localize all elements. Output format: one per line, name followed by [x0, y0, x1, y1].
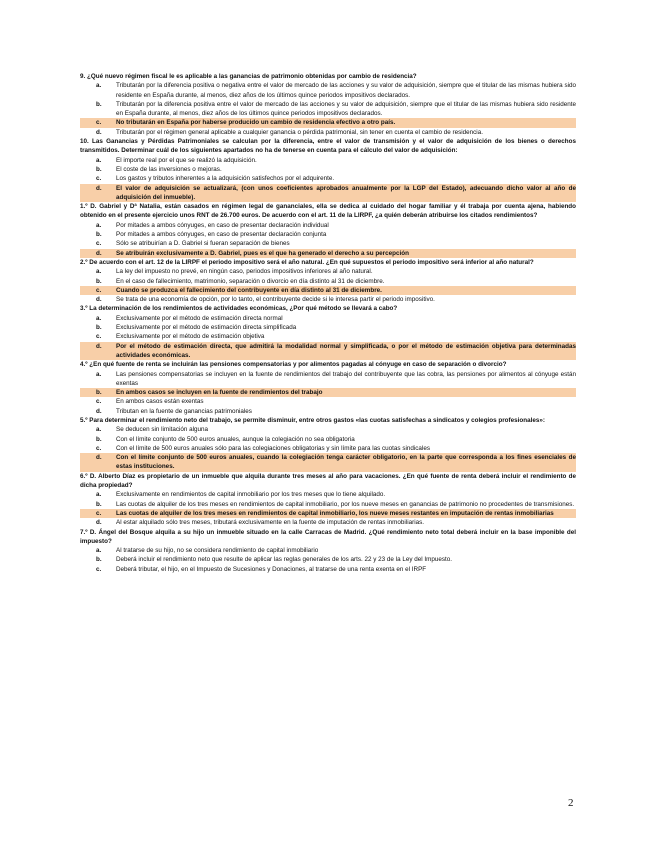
question-block	[80, 416, 576, 472]
answer-option	[80, 555, 576, 564]
question-text: 1.º D. Gabriel y Dª Natalia, están casados en régimen legal de gananciales, ella se dedica al cuidado del hogar familiar y él trabaja por cuenta ajena, habiendo obtenido en el presente ejercicio unos RNT de 26.700 euros. De acuerdo con el art. 11 de la LIRPF, ¿a quién deberán atribuirse los citados rendimientos?	[80, 203, 576, 220]
option-text: Exclusivamente por el método de estimación objetiva	[116, 333, 265, 341]
answer-option	[80, 444, 576, 453]
answer-option	[80, 295, 576, 304]
option-text: Deberá incluir el rendimiento neto que resulte de aplicar las reglas generales de los arts. 22 y 23 de la Ley del Impuesto.	[116, 556, 453, 564]
option-text: Las cuotas de alquiler de los tres meses en rendimientos de capital inmobiliario, por los nueve meses en ganancias de patrimonio no procedentes de transmisiones.	[116, 500, 575, 508]
option-text: Las cuotas de alquiler de los tres meses en rendimientos de capital inmobiliario, los nueve meses restantes en imputación de rentas inmobiliarias	[116, 509, 554, 517]
option-text: Sólo se atribuirían a D. Gabriel si fueran separación de bienes	[116, 240, 290, 248]
option-letter: d.	[96, 184, 102, 192]
option-letter: d.	[96, 407, 102, 415]
question-text: 7.º D. Ángel del Bosque alquila a su hijo un inmueble situado en la calle Carracas de Madrid. ¿Qué rendimiento neto total deberá incluir en la base imponible del impuesto?	[80, 528, 576, 545]
answer-option	[80, 81, 576, 100]
option-text: Las pensiones compensatorias se incluyen en la fuente de rendimientos del trabajo del contribuyente que las cobra, las pensiones por alimentos al cónyuge están exentas	[116, 370, 576, 387]
answer-option-correct	[80, 453, 576, 472]
option-letter: b.	[96, 500, 102, 508]
option-letter: b.	[96, 556, 102, 564]
question-text: 9. ¿Qué nuevo régimen fiscal le es aplicable a las ganancias de patrimonio obtenidas por cambio de residencia?	[80, 73, 417, 80]
answer-option	[80, 518, 576, 527]
option-text: El valor de adquisición se actualizará, (con unos coeficientes aprobados anualmente por la LGP del Estado), adecuando dicho valor al año de adquisición del inmueble).	[116, 184, 576, 201]
answer-option-correct	[80, 342, 576, 361]
answer-option	[80, 267, 576, 276]
answer-option	[80, 156, 576, 165]
option-letter: c.	[96, 286, 102, 294]
answer-option	[80, 174, 576, 183]
option-text: Al tratarse de su hijo, no se considera rendimiento de capital inmobiliario	[116, 547, 319, 555]
answer-option	[80, 435, 576, 444]
option-letter: b.	[96, 231, 102, 239]
option-text: Con el límite conjunto de 500 euros anuales, cuando la colegiación tenga carácter obligatorio, en la parte que corresponda a los fines esenciales de estas instituciones.	[116, 454, 576, 471]
question-text: 2.º De acuerdo con el art. 12 de la LIRPF el periodo impositivo será el año natural. ¿En qué supuestos el periodo impositivo será inferior al año natural?	[80, 258, 534, 266]
option-text: Los gastos y tributos inherentes a la adquisición satisfechos por el adquirente.	[116, 175, 335, 183]
answer-option	[80, 221, 576, 230]
answer-options	[80, 314, 576, 360]
question-text: 6.º D. Alberto Díaz es propietario de un inmueble que alquila durante tres meses al año para vacaciones. ¿En qué fuente de renta deberá incluir el rendimiento de dicha propiedad?	[80, 472, 576, 490]
answer-option	[80, 500, 576, 509]
question-text: 3.º La determinación de los rendimientos de actividades económicas, ¿Por qué método se llevará a cabo?	[80, 305, 398, 313]
answer-option	[80, 370, 576, 389]
option-text: En el caso de fallecimiento, matrimonio, separación o divorcio en día distinto al 31 de diciembre.	[116, 277, 385, 285]
question-text: 5.º Para determinar el rendimiento neto del trabajo, se permite disminuir, entre otros gastos «las cuotas satisfechas a sindicatos y colegios profesionales»:	[80, 416, 545, 424]
option-text: No tributarán en España por haberse producido un cambio de residencia efectivo a otro país.	[116, 119, 396, 127]
option-text: Por el método de estimación directa, que admitirá la modalidad normal y simplificada, o por el método de estimación objetiva para determinadas actividades económicas.	[116, 342, 576, 359]
option-letter: b.	[96, 165, 102, 173]
option-letter: a.	[96, 221, 102, 229]
option-letter: c.	[96, 240, 102, 248]
answer-option	[80, 277, 576, 286]
option-letter: c.	[96, 333, 102, 341]
question-text: 10. Las Ganancias y Pérdidas Patrimoniales se calculan por la diferencia, entre el valor de transmisión y el valor de adquisición de los bienes o derechos transmitidos. Determinar cuál de los siguientes apartados no ha de tenerse en cuenta para el cálculo del valor de adquisición:	[80, 138, 576, 155]
option-text: Al estar alquilado sólo tres meses, tributará exclusivamente en la fuente de imputación de rentas inmobiliarias.	[116, 519, 425, 527]
option-letter: d.	[96, 519, 102, 527]
answer-option	[80, 100, 576, 119]
option-letter: b.	[96, 100, 102, 108]
option-letter: c.	[96, 398, 102, 406]
answer-option-correct	[80, 286, 576, 295]
question-text: 4.º ¿En qué fuente de renta se incluirán las pensiones compensatorias y por alimentos pagadas al cónyuge en caso de separación o divorcio?	[80, 361, 507, 369]
option-letter: b.	[96, 277, 102, 285]
question-block	[80, 72, 576, 137]
answer-option	[80, 407, 576, 416]
option-letter: d.	[96, 296, 102, 304]
option-letter: b.	[96, 324, 102, 332]
option-text: Se atribuirán exclusivamente a D. Gabriel, pues es el que ha generado el derecho a su percepción	[116, 249, 409, 257]
answer-option	[80, 128, 576, 137]
answer-option-correct	[80, 509, 576, 518]
answer-option-correct	[80, 249, 576, 258]
question-block	[80, 304, 576, 360]
option-text: Tributarán por la diferencia positiva entre el valor de mercado de las acciones y su valor de adquisición, siempre que el titular de las mismas hubiera sido residente en España durante, al menos, diez años de los últimos quince periodos impositivos declarados.	[116, 100, 576, 118]
option-letter: a.	[96, 314, 102, 322]
option-text: Se trata de una economía de opción, por lo tanto, el contribuyente decide si le interesa partir el periodo impositivo.	[116, 296, 435, 304]
option-letter: d.	[96, 342, 102, 350]
option-letter: a.	[96, 156, 102, 164]
option-letter: a.	[96, 268, 102, 276]
answer-option-correct	[80, 184, 576, 203]
option-letter: b.	[96, 389, 102, 397]
option-text: Cuando se produzca el fallecimiento del contribuyente en día distinto al 31 de diciembre.	[116, 286, 382, 294]
answer-options	[80, 156, 576, 202]
option-text: La ley del impuesto no prevé, en ningún caso, periodos impositivos inferiores al año natural.	[116, 268, 373, 276]
answer-options	[80, 370, 576, 416]
option-text: Se deducen sin limitación alguna	[116, 426, 209, 434]
answer-options	[80, 81, 576, 137]
answer-option	[80, 165, 576, 174]
option-letter: c.	[96, 565, 102, 573]
question-list	[80, 72, 576, 574]
option-text: En ambos casos se incluyen en la fuente de rendimientos del trabajo	[116, 389, 323, 397]
answer-option	[80, 397, 576, 406]
option-letter: a.	[96, 491, 102, 499]
answer-option-correct	[80, 388, 576, 397]
option-text: El coste de las inversiones o mejoras.	[116, 165, 222, 173]
answer-options	[80, 425, 576, 471]
option-letter: a.	[96, 370, 102, 378]
option-text: Tributarán por la diferencia positiva o negativa entre el valor de mercado de las acciones y su valor de adquisición, siempre que el titular de las mismas hubiera sido residente en España durante, al menos, diez años de los últimos quince periodos impositivos declarados.	[116, 82, 576, 99]
option-letter: c.	[96, 119, 102, 127]
answer-option	[80, 546, 576, 555]
answer-option	[80, 565, 576, 574]
option-text: Por mitades a ambos cónyuges, en caso de presentar declaración conjunta	[116, 231, 327, 239]
option-letter: c.	[96, 509, 102, 517]
answer-option-correct	[80, 118, 576, 127]
option-letter: c.	[96, 444, 102, 452]
answer-option	[80, 425, 576, 434]
answer-options	[80, 221, 576, 258]
option-letter: d.	[96, 454, 102, 462]
option-letter: c.	[96, 175, 102, 183]
option-text: Tributarán por el régimen general aplicable a cualquier ganancia o pérdida patrimonial, sin tener en cuenta el cambio de residencia.	[116, 128, 483, 136]
question-block	[80, 137, 576, 202]
option-letter: a.	[96, 426, 102, 434]
option-text: Exclusivamente por el método de estimación directa simplificada	[116, 324, 297, 332]
option-letter: d.	[96, 128, 102, 136]
answer-option	[80, 332, 576, 341]
option-text: Por mitades a ambos cónyuges, en caso de presentar declaración individual	[116, 221, 329, 229]
answer-option	[80, 490, 576, 499]
answer-option	[80, 314, 576, 323]
option-letter: a.	[96, 82, 102, 90]
option-text: Exclusivamente en rendimientos de capital inmobiliario por los tres meses que lo tiene alquilado.	[116, 491, 386, 499]
answer-options	[80, 546, 576, 574]
option-text: En ambos casos están exentas	[116, 398, 204, 406]
option-letter: d.	[96, 249, 102, 257]
option-text: Tributan en la fuente de ganancias patrimoniales	[116, 407, 252, 415]
option-letter: b.	[96, 435, 102, 443]
answer-options	[80, 267, 576, 304]
question-block	[80, 528, 576, 574]
question-block	[80, 202, 576, 258]
answer-option	[80, 323, 576, 332]
option-letter: a.	[96, 547, 102, 555]
answer-option	[80, 230, 576, 239]
question-block	[80, 472, 576, 528]
option-text: El importe real por el que se realizó la adquisición.	[116, 156, 257, 164]
question-block	[80, 258, 576, 304]
question-block	[80, 360, 576, 416]
page-number: 2	[568, 797, 574, 809]
option-text: Con el límite de 500 euros anuales sólo para las colegiaciones obligatorias y sin límite para las cuotas sindicales	[116, 444, 430, 452]
option-text: Deberá tributar, el hijo, en el Impuesto de Sucesiones y Donaciones, al tratarse de una renta exenta en el IRPF	[116, 565, 427, 573]
answer-options	[80, 490, 576, 527]
option-text: Exclusivamente por el método de estimación directa normal	[116, 314, 283, 322]
answer-option	[80, 239, 576, 248]
option-text: Con el límite conjunto de 500 euros anuales, aunque la colegiación no sea obligatoria	[116, 435, 355, 443]
